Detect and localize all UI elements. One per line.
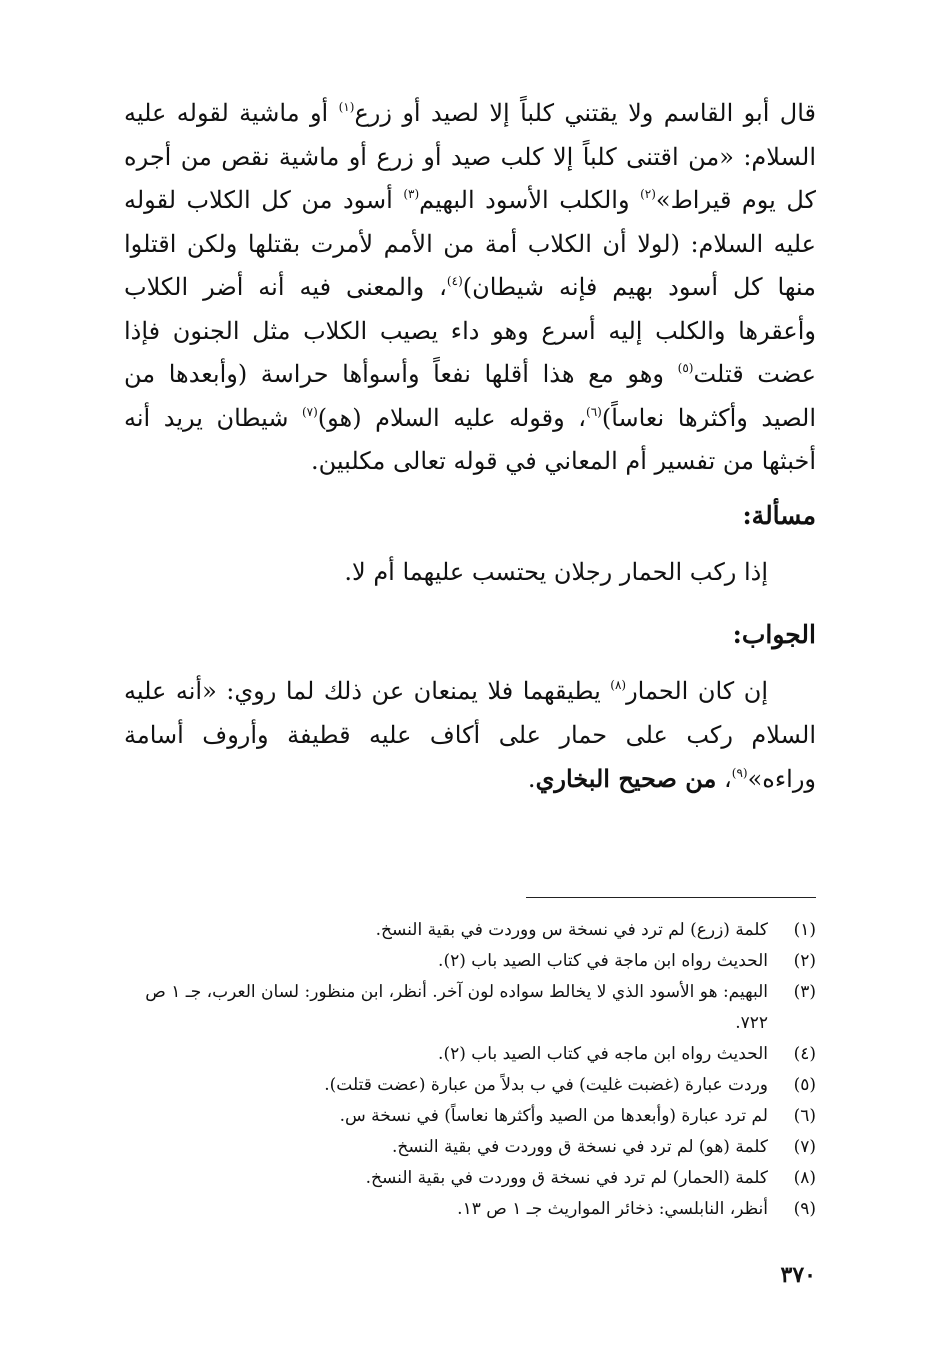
text-segment: يطيقهما فلا يمنعان عن ذلك لما روي: «أنه عليه السلام ركب على حمار على أكاف عليه قطيفة وأروف أسامة وراءه» <box>124 677 816 793</box>
masala-heading: مسألة: <box>742 500 816 530</box>
footnote-ref-3: (٣) <box>403 187 420 201</box>
answer-paragraph <box>124 670 816 802</box>
main-text <box>124 92 816 802</box>
footnote-number: (٨) <box>793 1168 816 1188</box>
footnote-number: (٢) <box>793 951 816 971</box>
footnote-item <box>116 1163 816 1194</box>
footnotes-list <box>116 915 816 1225</box>
footnote-text: كلمة (الحمار) لم ترد في نسخة ق ووردت في بقية النسخ. <box>365 1168 768 1188</box>
footnote-number: (٤) <box>793 1044 816 1064</box>
footnote-ref-9: (٩) <box>731 766 748 780</box>
footnote-number: (١) <box>793 920 816 940</box>
footnote-text: البهيم: هو الأسود الذي لا يخالط سواده لون آخر. أنظر، ابن منظور: لسان العرب، جـ ١ ص ٧٢٢. <box>145 982 768 1033</box>
footnote-number: (٦) <box>793 1106 816 1126</box>
footnote-item <box>116 1101 816 1132</box>
footnote-item <box>116 1070 816 1101</box>
footnote-number: (٩) <box>793 1199 816 1219</box>
footnote-text: الحديث رواه ابن ماجه في كتاب الصيد باب (٢). <box>438 1044 768 1064</box>
footnote-text: الحديث رواه ابن ماجة في كتاب الصيد باب (٢). <box>438 951 768 971</box>
answer-heading: الجواب: <box>732 619 816 649</box>
footnote-separator <box>526 897 816 898</box>
footnote-ref-6: (٦) <box>586 404 602 419</box>
footnote-number: (٣) <box>793 982 816 1002</box>
text-segment: ، <box>716 765 732 793</box>
text-segment: أسود من كل الكلاب لقوله عليه السلام: (لولا أن الكلاب أمة من الأمم لأمرت بقتلها ولكن اقتلوا منها كل أسود بهيم فإنه شيطان) <box>124 186 816 301</box>
footnote-ref-8: (٨) <box>610 678 627 692</box>
footnote-text: وردت عبارة (غضبت غليت) في ب بدلاً من عبارة (عضت قتلت). <box>324 1075 768 1095</box>
footnote-item <box>116 946 816 977</box>
text-segment: شيطان يريد أنه أخبثها من تفسير أم المعاني في قوله تعالى مكلبين. <box>124 403 816 475</box>
footnote-item <box>116 1132 816 1163</box>
text-segment: قال أبو القاسم ولا يقتني كلباً إلا لصيد أو زرع <box>354 99 816 127</box>
footnote-item <box>116 1194 816 1225</box>
footnote-ref-4: (٤) <box>446 274 463 288</box>
footnote-ref-2: (٢) <box>640 187 656 201</box>
text-segment: وهو مع هذا أقلها نفعاً وأسوأها حراسة (وأبعدها من الصيد وأكثرها نعاساً) <box>124 360 816 432</box>
text-segment: ، والمعنى فيه أنه أضر الكلاب وأعقرها والكلب إليه أسرع وهو داء يصيب الكلاب مثل الجنون فإذا عضت قتلت <box>124 273 816 388</box>
footnote-text: كلمة (هو) لم ترد في نسخة ق ووردت في بقية النسخ. <box>391 1137 768 1157</box>
footnote-item <box>116 977 816 1039</box>
source-citation: من صحيح البخاري <box>535 764 717 793</box>
footnote-number: (٧) <box>793 1137 816 1157</box>
footnote-ref-7: (٧) <box>301 404 318 419</box>
footnote-text: أنظر، النابلسي: ذخائر المواريث جـ ١ ص ١٣. <box>457 1199 768 1219</box>
footnote-text: لم ترد عبارة (وأبعدها من الصيد وأكثرها نعاساً) في نسخة س. <box>339 1106 768 1126</box>
text-segment: ، وقوله عليه السلام (هو) <box>317 403 586 432</box>
footnote-item <box>116 1039 816 1070</box>
footnote-ref-5: (٥) <box>677 361 694 375</box>
text-segment: إن كان الحمار <box>626 677 769 705</box>
text-segment: . <box>527 765 536 793</box>
text-segment: أو ماشية لقوله عليه السلام: «من اقتنى كلباً إلا كلب صيد أو زرع أو ماشية نقص من أجره كل يوم قيراط» <box>124 99 816 214</box>
footnote-item <box>116 915 816 946</box>
footnote-text: كلمة (زرع) لم ترد في نسخة س ووردت في بقية النسخ. <box>375 920 768 940</box>
page-number: ٣٧٠ <box>780 1262 816 1288</box>
text-segment: والكلب الأسود البهيم <box>419 186 641 214</box>
paragraph-dogs <box>124 92 816 484</box>
question-text: إذا ركب الحمار رجلان يحتسب عليهما أم لا. <box>344 558 768 586</box>
footnote-ref-1: (١) <box>338 100 355 114</box>
footnote-number: (٥) <box>793 1075 816 1095</box>
